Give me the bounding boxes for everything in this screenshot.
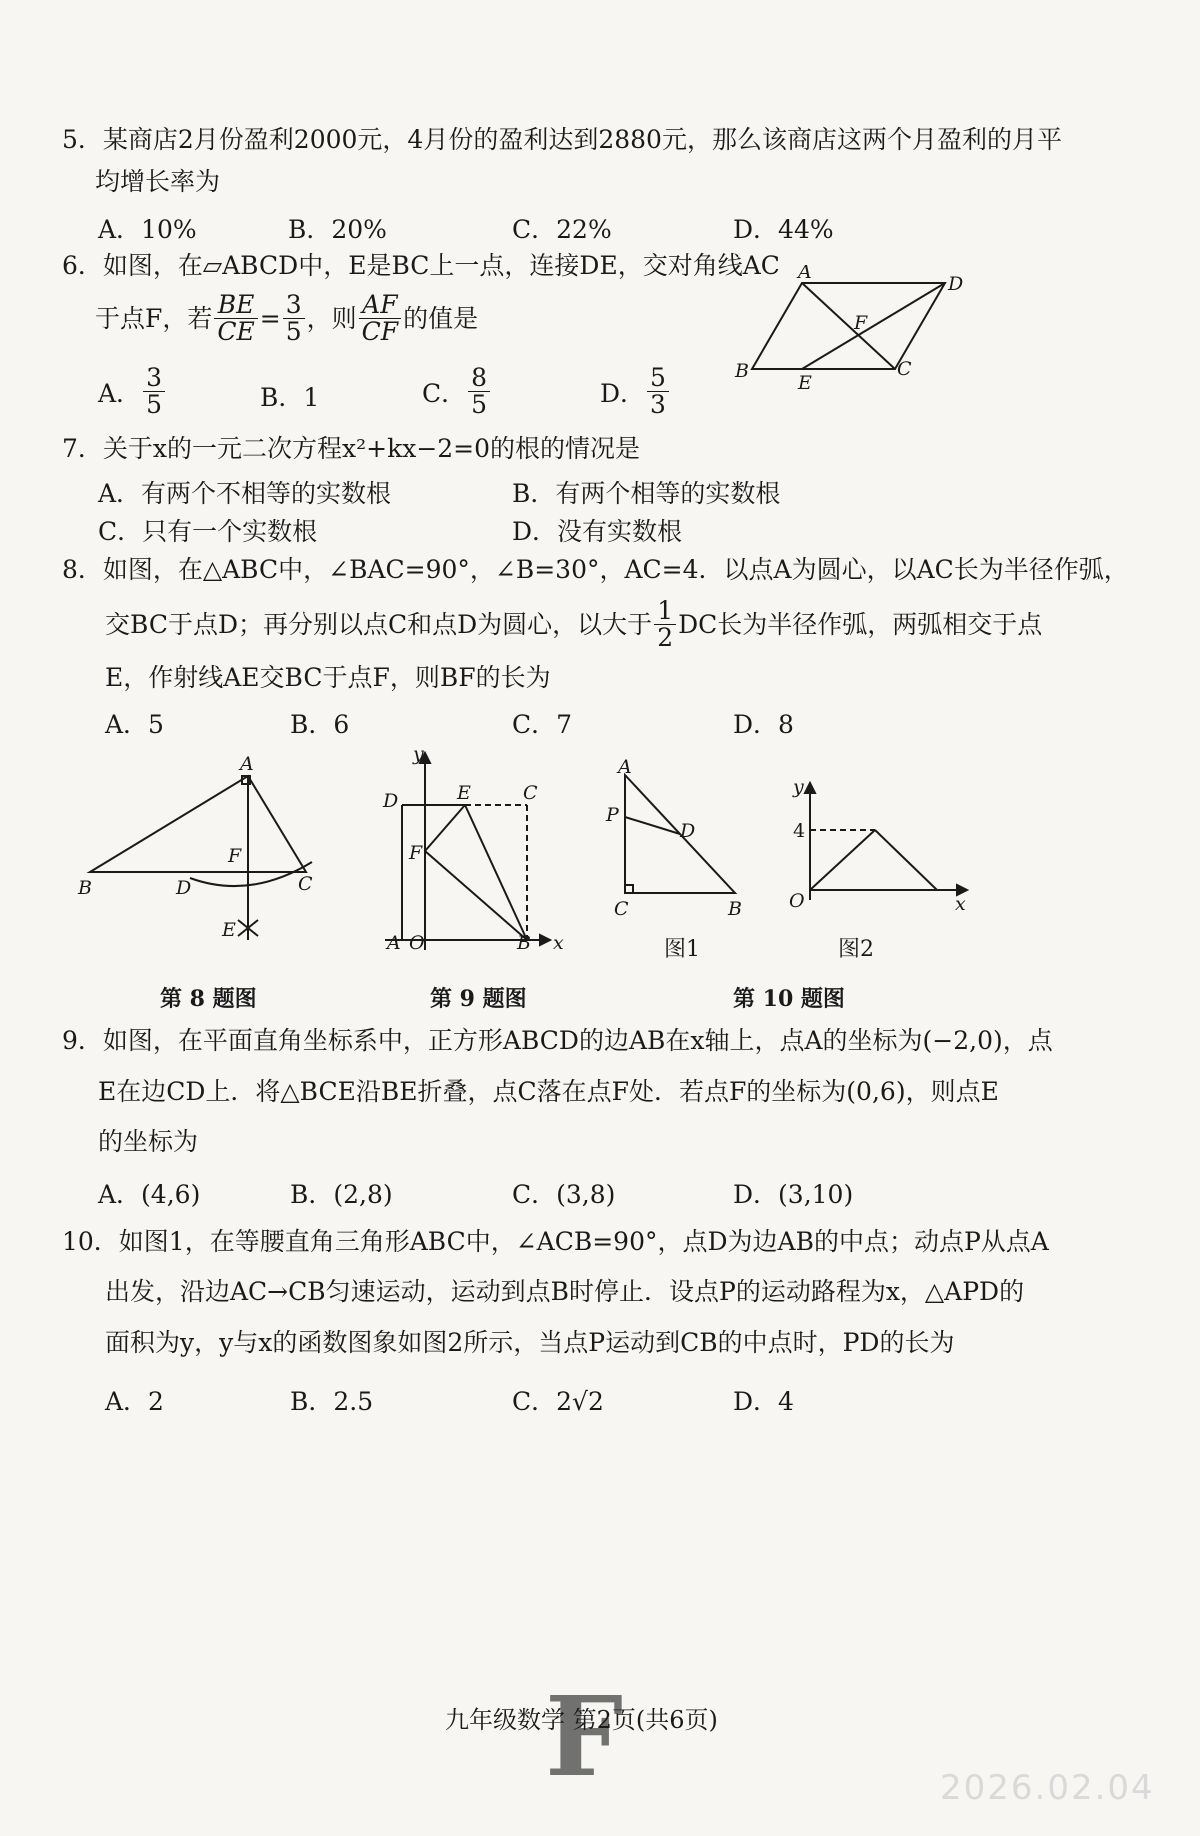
q5-line2: 均增长率为 [95,167,221,196]
q6-line2-post: 的值是 [403,303,479,333]
fig9-label-f: F [409,842,423,864]
fig8-label-c: C [298,873,313,895]
q10-line3: 面积为y，y与x的函数图象如图2所示，当点P运动到CB的中点时，PD的长为 [105,1328,955,1357]
q8-line2: 交BC于点D；再分别以点C和点D为圆心，以大于 $\frac{1}{2}$ DC长为半径作弧，两弧相交于点 [105,596,1043,653]
fig10a-label-d: D [680,820,696,842]
fig8-label-f: F [228,845,242,867]
q8-line1: 8．如图，在△ABC中，∠BAC=90°，∠B=30°，AC=4．以点A为圆心，以AC长为半径作弧， [62,555,1129,584]
q9-line1: 9．如图，在平面直角坐标系中，正方形ABCD的边AB在x轴上，点A的坐标为(−2,0)，点 [62,1026,1053,1055]
q10-line2: 出发，沿边AC→CB匀速运动，运动到点B时停止．设点P的运动路程为x，△APD的 [105,1277,1025,1306]
q9-option-b: B．(2,8) [290,1180,393,1209]
q6-equals: = [259,303,281,333]
fig8-label-b: B [78,877,92,899]
fig8-label-a: A [240,753,254,775]
q8-frac-half: $\frac{1}{2}$ [654,598,676,652]
fig9-label-d: D [383,790,399,812]
q8-option-d: D．8 [733,710,794,739]
q9-option-c: C．(3,8) [512,1180,616,1209]
fig10-caption: 第 10 题图 [733,986,845,1012]
q6-parallelogram-figure [720,265,980,395]
fig8-label-e: E [222,919,236,941]
q10-option-d: D．4 [733,1387,794,1416]
fig10-caption-2: 图2 [838,937,874,962]
fig6-label-f: F [854,312,868,334]
fig6-label-e: E [798,372,812,394]
fig6-label-b: B [735,360,749,382]
fig9-label-o: O [409,932,425,954]
fig6-label-d: D [948,273,964,295]
fig6-label-c: C [897,358,912,380]
fig10b-label-x: x [955,893,966,915]
q7-option-d: D．没有实数根 [512,517,683,546]
fig9-label-e: E [457,782,471,804]
q10-option-a: A．2 [105,1387,164,1416]
fig10b-label-o: O [789,890,805,912]
fig10b-label-y: y [793,776,804,798]
q9-square-figure [375,745,575,960]
fig10a-label-b: B [728,898,742,920]
q10-option-b: B．2.5 [290,1387,374,1416]
fig9-label-a: A [387,932,401,954]
q5-option-a: A．10% [98,215,197,244]
fig9-label-x: x [553,932,564,954]
q9-option-a: A．(4,6) [98,1180,201,1209]
q6-option-a: A． $\frac{3}{5}$ [98,365,167,419]
q6-mid: ，则 [306,303,357,333]
q7-option-b: B．有两个相等的实数根 [512,479,781,508]
q5-option-b: B．20% [288,215,387,244]
q9-line3: 的坐标为 [98,1127,199,1156]
q9-line2: E在边CD上．将△BCE沿BE折叠，点C落在点F处．若点F的坐标为(0,6)，则点E [98,1077,999,1106]
q8-option-a: A．5 [105,710,164,739]
fig9-label-y: y [413,745,424,765]
fig6-label-a: A [798,265,812,283]
q7-option-c: C．只有一个实数根 [98,517,318,546]
q5-option-d: D．44% [733,215,834,244]
fig10a-label-c: C [614,898,629,920]
fig9-label-b: B [517,932,531,954]
q7-line1: 7．关于x的一元二次方程x²+kx−2=0的根的情况是 [62,434,641,463]
q6-frac-be-ce: $\frac{BE}{CE}$ [214,292,257,346]
fig10b-label-4: 4 [793,820,806,842]
fig9-label-c: C [523,782,538,804]
fig8-caption: 第 8 题图 [160,986,257,1012]
q8-line3: E，作射线AE交BC于点F，则BF的长为 [105,663,551,692]
q6-option-c: C． $\frac{8}{5}$ [422,365,492,419]
fig9-caption: 第 9 题图 [430,986,527,1012]
q6-line2-pre: 于点F，若 [95,303,213,333]
q6-option-d: D． $\frac{5}{3}$ [600,365,671,419]
q10-graph-figure [785,775,975,925]
q5-line1: 5．某商店2月份盈利2000元，4月份的盈利达到2880元，那么该商店这两个月盈利的月平 [62,125,1062,154]
q8-triangle-figure [70,750,370,950]
page-footer: 九年级数学 第2页(共6页) [445,1706,718,1734]
fig10a-label-a: A [618,756,632,778]
q10-line1: 10．如图1，在等腰直角三角形ABC中，∠ACB=90°，点D为边AB的中点；动点P从点A [62,1227,1049,1256]
q5-option-c: C．22% [512,215,612,244]
q7-option-a: A．有两个不相等的实数根 [98,479,392,508]
q10-triangle-figure [600,755,760,935]
date-stamp: 2026.02.04 [940,1768,1155,1808]
fig10a-label-p: P [606,804,619,826]
q8-option-c: C．7 [512,710,573,739]
q6-option-b: B．1 [260,383,320,412]
fig8-label-d: D [176,877,192,899]
q8-option-b: B．6 [290,710,350,739]
q6-frac-3-5: $\frac{3}{5}$ [283,292,305,346]
q6-line2 [95,292,478,346]
q10-option-c: C．2√2 [512,1387,604,1416]
fig10-caption-1: 图1 [664,937,700,962]
q9-option-d: D．(3,10) [733,1180,854,1209]
q6-line1: 6．如图，在▱ABCD中，E是BC上一点，连接DE，交对角线AC [62,251,780,280]
q6-frac-af-cf: $\frac{AF}{CF}$ [359,292,401,346]
watermark-logo: F [545,1672,624,1801]
